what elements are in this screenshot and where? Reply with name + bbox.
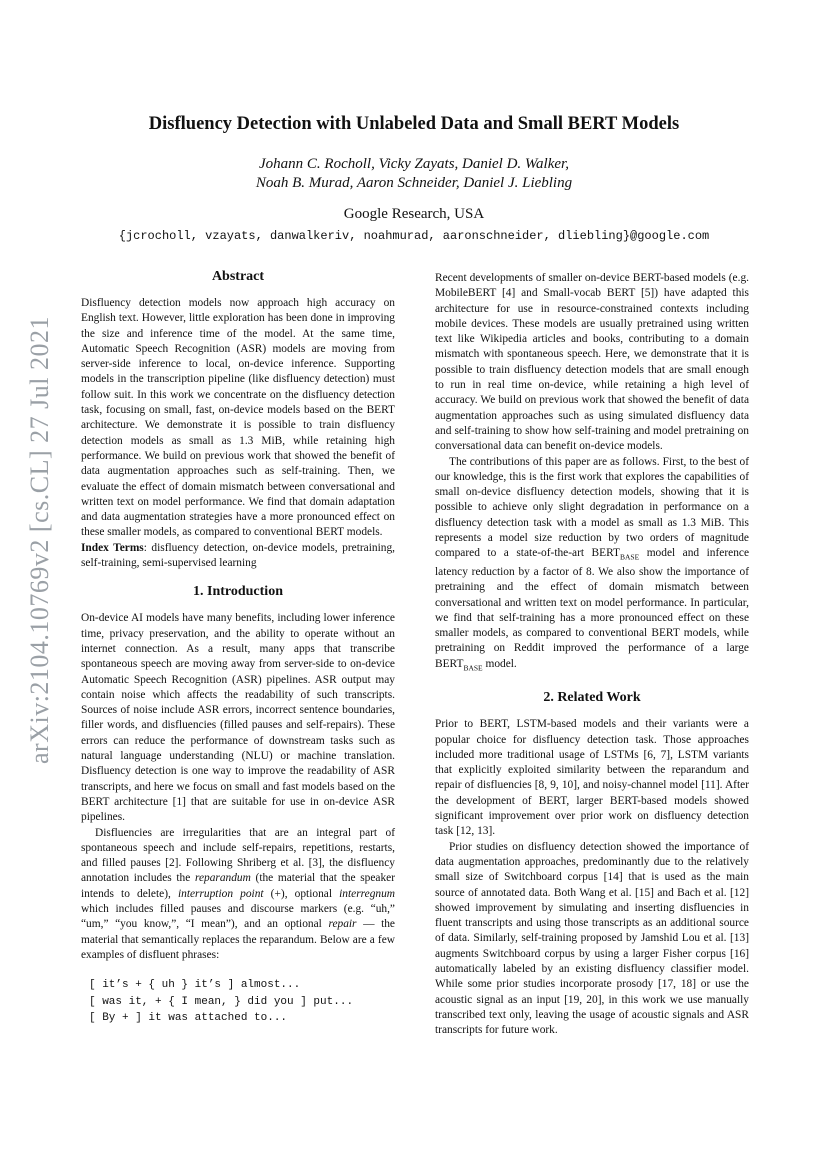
bert-base-subscript: BASE xyxy=(620,552,640,562)
arxiv-stamp xyxy=(20,316,60,764)
contrib-part-c: model. xyxy=(482,657,517,670)
intro-p2-part-a: Disfluencies are irregularities that are an integral part of spontaneous speech and include self-repairs, repetitions, restarts, and filled pauses [2]. Following Shriberg et al. [3], the disfluency annotation includes the xyxy=(81,826,395,885)
arxiv-stamp-text: arXiv:2104.10769v2 [cs.CL] 27 Jul 2021 xyxy=(25,316,54,764)
index-terms xyxy=(81,541,395,572)
term-reparandum: reparandum xyxy=(194,872,251,885)
intro-p2-part-c: (+), optional xyxy=(263,887,340,900)
related-work-heading: 2. Related Work xyxy=(543,690,641,706)
intro-paragraph-1: On-device AI models have many benefits, including lower inference time, privacy preservation, and the ability to operate without an internet connection. As a result, many apps that transcribe spontaneous speech are moving away from server-side to on-device Automatic Speech Recognition (ASR) pipelines. ASR output may contain noise which affects the readability of such transcripts. Sources of noise include ASR errors, incorrect sentence boundaries, filler words, and disfluencies (filled pauses and self-repairs). These errors can reduce the performance of downstream tasks such as natural language understanding (NLU) or machine translation. Disfluency detection is one way to improve the readability of ASR transcripts, and here we focus on small and fast models based on the BERT architecture [1] that are suitable for use in on-device ASR pipelines. xyxy=(81,612,395,824)
example-line: [ was it, + { I mean, } did you ] put... xyxy=(89,995,354,1008)
intro-p2-part-e: — the material that semantically replaces the reparandum. Below are a few examples of disfluent phrases: xyxy=(81,918,395,961)
term-interruption-point: interruption point xyxy=(177,887,264,900)
example-line: [ By + ] it was attached to... xyxy=(89,1012,288,1025)
term-interregnum: interregnum xyxy=(339,887,396,900)
intro-p2-part-d: which includes filled pauses and discourse markers (e.g. “uh,” “um,” “you know,”, “I mean”), and an optional xyxy=(81,902,395,931)
intro-paragraph-4 xyxy=(435,455,749,676)
author-emails: {jcrocholl, vzayats, danwalkeriv, noahmurad, aaronschneider, dliebling}@google.com xyxy=(118,229,710,243)
abstract-heading: Abstract xyxy=(211,269,265,284)
bert-base-subscript: BASE xyxy=(463,662,483,672)
intro-heading: 1. Introduction xyxy=(193,584,283,600)
authors-line-1: Johann C. Rocholl, Vicky Zayats, Daniel D. Walker, xyxy=(259,156,569,172)
abstract-text: Disfluency detection models now approach high accuracy on English text. However, little exploration has been done in improving the size and inference time of the model. At the same time, Automatic Speech Recognition (ASR) models are moving from server-side inference to local, on-device inference. Supporting models in the transcription pipeline (like disfluency detection) must follow suit. In this work we concentrate on the disfluency detection task, focusing on small, fast, on-device models based on the BERT architecture. We demonstrate it is possible to train disfluency detection models as small as 1.3 MiB, while retaining high performance. We build on previous work that showed the benefit of data augmentation approaches such as self-training. Then, we evaluate the effect of domain mismatch between conversational and written text on model performance. We find that domain adaptation and data augmentation strategies have a more pronounced effect on these smaller models, as compared to conventional BERT models. xyxy=(81,297,395,539)
author-list xyxy=(0,155,828,193)
index-terms-label: Index Terms xyxy=(81,541,144,554)
disfluency-examples xyxy=(89,977,395,1027)
authors-line-2: Noah B. Murad, Aaron Schneider, Daniel J. Liebling xyxy=(255,175,573,191)
intro-paragraph-2 xyxy=(81,826,395,964)
left-column xyxy=(81,268,395,1027)
term-repair: repair xyxy=(328,918,357,931)
intro-paragraph-3: Recent developments of smaller on-device BERT-based models (e.g. MobileBERT [4] and Small-vocab BERT [5]) have adapted this architecture for use in resource-constrained contexts including mobile devices. These models are usually pretrained using written text like Wikipedia articles and books, contributing to a domain mismatch with spontaneous speech. Here, we demonstrate that it is possible to train disfluency detection models that are small enough to run in real time on-device, while retaining a high level of accuracy. We build on previous work that showed the benefit of data augmentation approaches such as using simulated disfluency data and self-training to show how self-training and model pretraining on conversational data can benefit on-device models. xyxy=(435,272,749,453)
example-line: [ it’s + { uh } it’s ] almost... xyxy=(89,979,301,992)
intro-p2-part-b: (the material that the speaker intends to delete), xyxy=(81,872,395,900)
related-paragraph-2: Prior studies on disfluency detection showed the importance of data augmentation approaches, predominantly due to the relatively small size of Switchboard corpus [14] that is used as the main source of annotated data. Both Wang et al. [15] and Bach et al. [12] showed improvement by simulating and inserting disfluencies in fluent transcripts and using those transcripts as an additional source of data. Similarly, self-training proposed by Jamshid Lou et al. [13] augments Switchboard corpus by using a larger Fisher corpus [16] automatically labeled by an existing disfluency classifier model. While some prior studies incorporate prosody [17, 18] or use the acoustic signal as an input [19, 20], in this work we use manually transcribed text only, leaving the usage of acoustic signals and ASR transcripts for future work. xyxy=(435,840,749,1037)
index-terms-text: : disfluency detection, on-device models, pretraining, self-training, semi-supervised learning xyxy=(81,541,395,570)
contrib-part-a: The contributions of this paper are as follows. First, to the best of our knowledge, this is the first work that explores the capabilities of small on-device disfluency detection models, showing that it is possible to achieve only slight degradation in performance on a disfluency detection task with a model as small as 1.3 MiB. This represents a model size reduction by two orders of magnitude compared to a state-of-the-art BERT xyxy=(435,455,749,560)
paper-title: Disfluency Detection with Unlabeled Data and Small BERT Models xyxy=(148,114,680,134)
related-paragraph-1: Prior to BERT, LSTM-based models and their variants were a popular choice for disfluency detection task. Those approaches included more traditional usage of LSTMs [6, 7], LSTM variants that explicitly exploited similarity between the reparandum and repair of disfluencies [8, 9, 10], and noisy-channel model [11]. After the development of BERT, larger BERT-based models showed significant improvement over prior work on disfluency detection task [12, 13]. xyxy=(435,718,749,838)
affiliation: Google Research, USA xyxy=(343,206,485,222)
right-column xyxy=(435,271,749,1039)
contrib-part-b: model and inference latency reduction by a factor of 8. We also show the importance of pretraining and the effect of domain mismatch between conversational and written text on model performance. In particular, we find that self-training has a more pronounced effect on these smaller models, as compared to conventional BERT models, while pretraining on Reddit improved the performance of a large BERT xyxy=(435,547,750,670)
